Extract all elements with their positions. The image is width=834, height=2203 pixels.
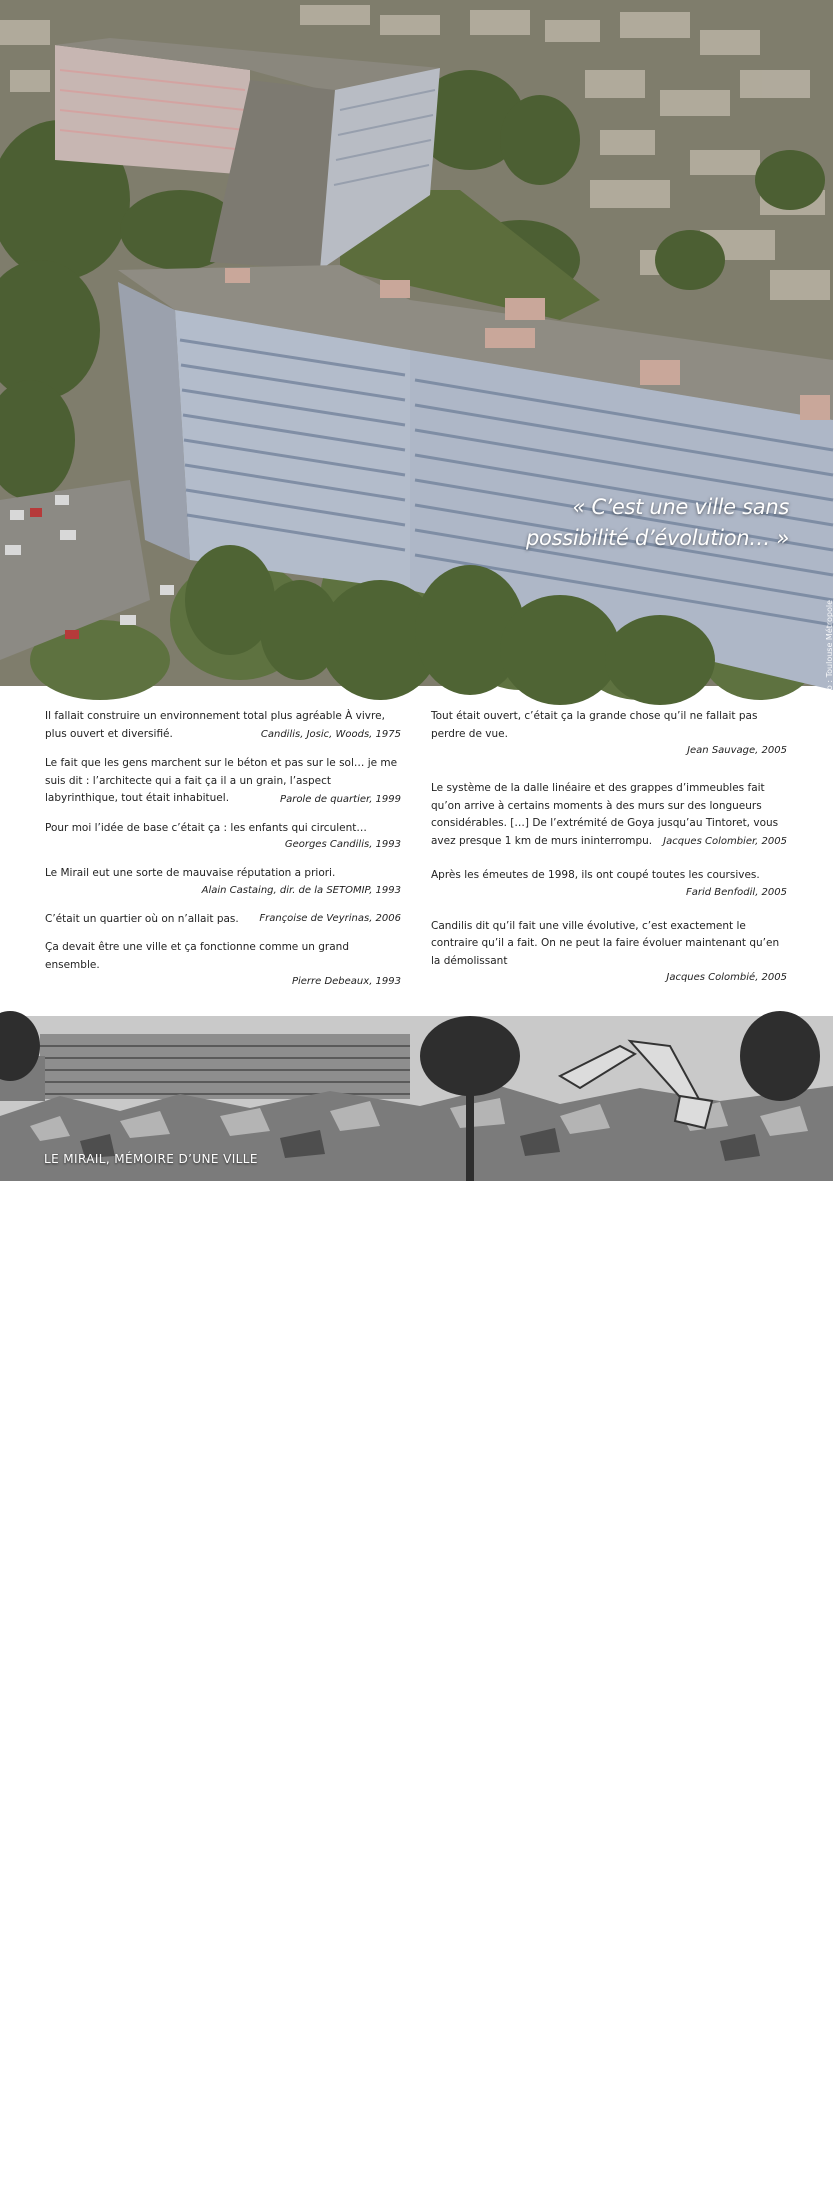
quote-entry [45,865,401,898]
quote-text: Le fait que les gens marchent sur le béton et pas sur le sol… je me suis dit : l’architecte qui a fait ça il a un grain, l’aspect labyrinthique, tout était inhabituel. [45,757,398,804]
quote-source: Jacques Colombié, 2005 [666,972,787,983]
quotes-section [45,708,790,998]
quote-text: Tout était ouvert, c’était ça la grande chose qu’il ne fallait pas perdre de vue. [431,710,758,740]
quote-source: Jacques Colombier, 2005 [663,836,787,847]
quote-source: Alain Castaing, dir. de la SETOMIP, 1993 [201,884,401,896]
quote-entry [45,939,401,989]
quote-entry [431,918,787,986]
hero-quote-line-2: possibilité d’évolution… » [526,526,789,550]
quote-source: Georges Candilis, 1993 [284,839,401,850]
quote-entry [45,708,401,742]
hero-photo-credit: Photo : Toulouse Métropole [825,600,834,708]
quote-source: Parole de quartier, 1999 [280,793,401,805]
quote-entry [45,755,401,807]
quote-source: Candilis, Josic, Woods, 1975 [260,729,401,740]
right-quote-column [431,708,787,998]
quote-text: Il fallait construire un environnement total plus agréable À vivre, plus ouvert et diversifié. [45,710,385,740]
aerial-illustration [0,0,833,686]
quote-entry [431,708,787,758]
quote-source: Pierre Debeaux, 1993 [291,976,401,987]
quote-entry [45,911,401,927]
quote-text: Le système de la dalle linéaire et des grappes d’immeubles fait qu’on arrive à certains moments à des murs sur des longueurs considérables. […] De l’extrémité de Goya jusqu’au Tintoret, vous avez presque 1 km de murs ininterrompu. [431,782,779,847]
hero-quote-line-1: « C’est une ville sans [572,495,789,519]
hero-quote [459,492,789,554]
quote-entry [431,867,787,900]
footer-photo-credit: Photo : Robert Faccornes [825,2116,833,2203]
quote-text: Candilis dit qu’il fait une ville évolutive, c’est exactement le contraire qu’il a fait. On ne peut la faire évoluer maintenant qu’en la démolissant [431,919,780,967]
quote-text: Le Mirail eut une sorte de mauvaise réputation a priori. [45,867,336,879]
hero-aerial-photo [0,0,834,708]
quote-source: Jean Sauvage, 2005 [687,745,787,756]
quote-text: Ça devait être une ville et ça fonctionne comme un grand ensemble. [45,941,349,971]
quote-source: Farid Benfodil, 2005 [686,886,787,898]
footer-title: LE MIRAIL, MÉMOIRE D’UNE VILLE [44,1152,258,1166]
left-quote-column [45,708,401,1002]
quote-text: Après les émeutes de 1998, ils ont coupé toutes les coursives. [431,869,760,881]
quote-source: Françoise de Veyrinas, 2006 [259,913,401,924]
quote-entry [431,780,787,849]
quote-entry [45,820,401,853]
quote-text: Pour moi l’idée de base c’était ça : les enfants qui circulent… [45,821,367,834]
quote-text: C’était un quartier où on n’allait pas. [45,912,239,925]
